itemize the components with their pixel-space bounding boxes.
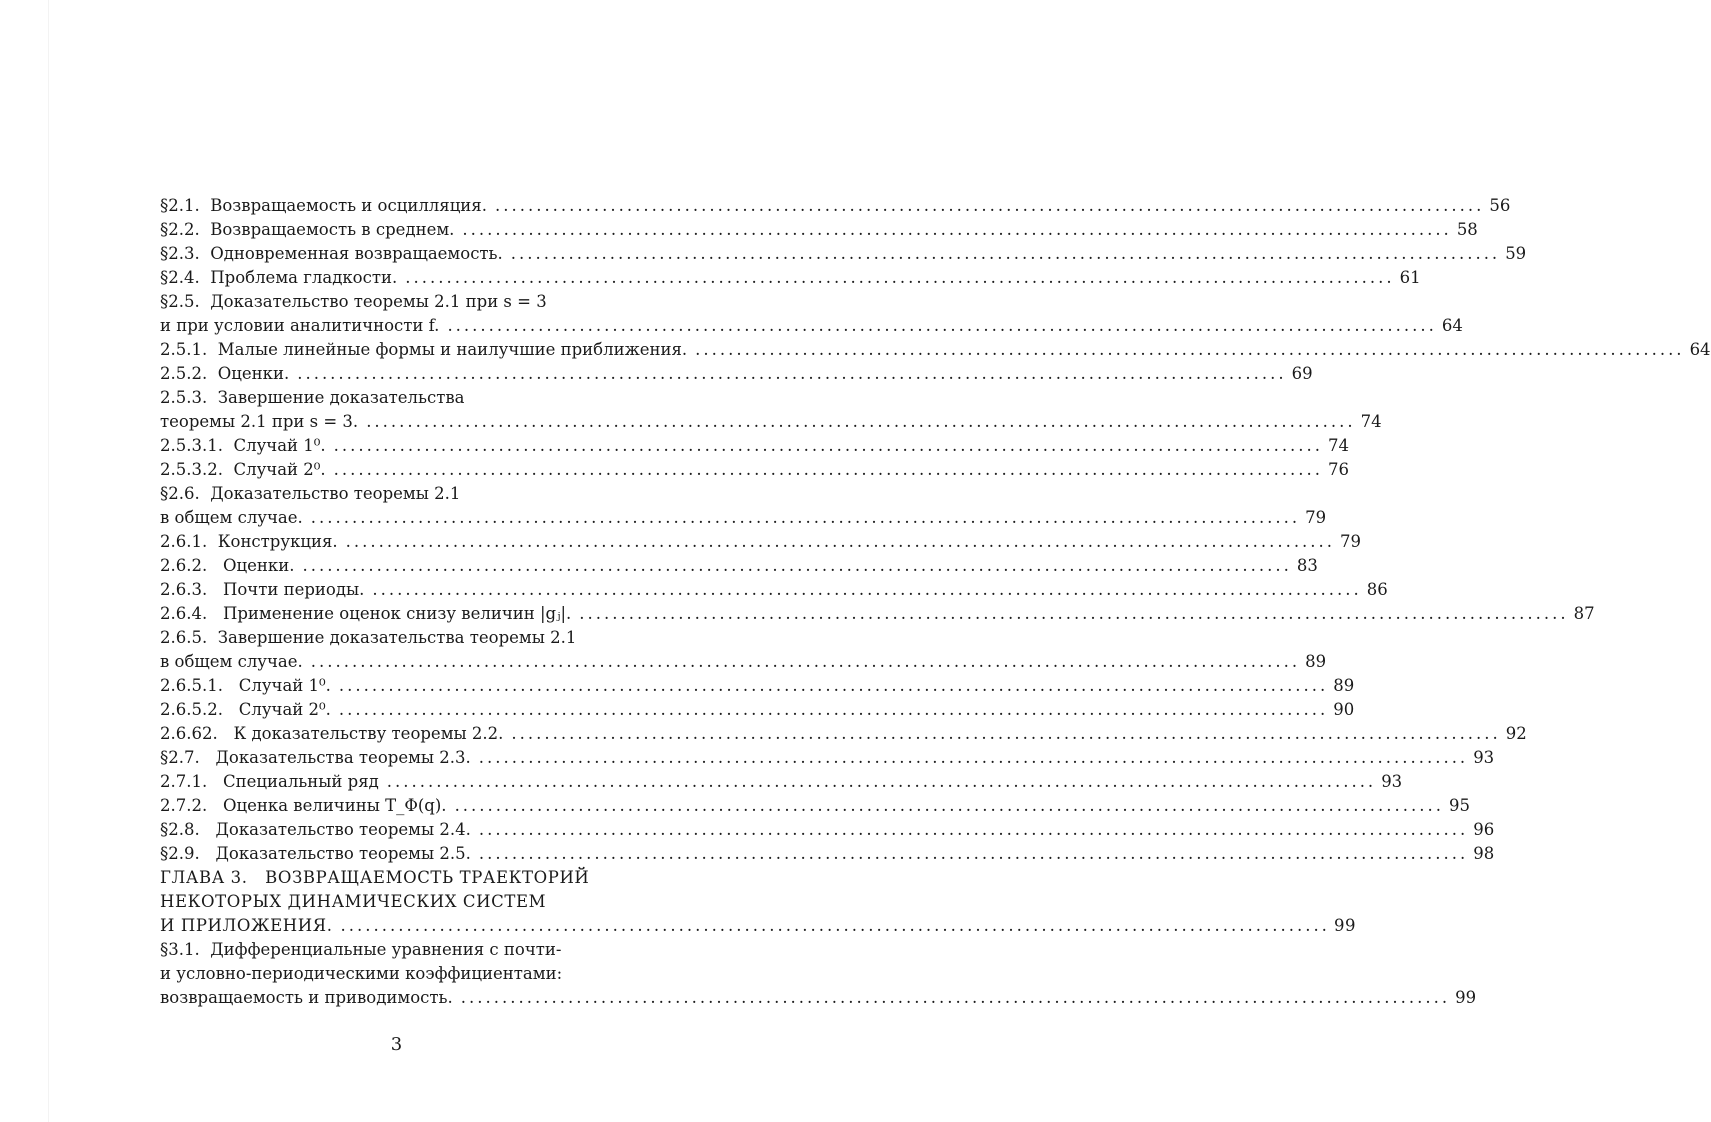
toc-entry-spacer (223, 434, 234, 458)
toc-entry (160, 530, 1362, 554)
dot-leader: ........................................................................................................................ (462, 220, 1452, 239)
toc-entry-number: 2.6.5. (160, 628, 208, 647)
toc-entry-page: 64 (1689, 340, 1711, 359)
toc-entry-title: Случай 1⁰. (238, 676, 331, 695)
toc-entry-spacer (223, 458, 234, 482)
dot-leader: ........................................................................................................................ (333, 460, 1324, 479)
toc-entry (160, 842, 1495, 866)
toc-entry-title: и условно-периодическими коэффициентами: (160, 964, 563, 983)
dot-leader: ........................................................................................................................ (310, 508, 1301, 527)
toc-entry-number: §2.3. (160, 244, 200, 263)
toc-entry-title: в общем случае. (160, 508, 303, 527)
toc-entry-title: Оценки. (217, 364, 290, 383)
toc-entry-spacer (200, 290, 211, 314)
toc-entry-title: Дифференциальные уравнения с почти- (210, 940, 562, 959)
toc-entry-page: 74 (1328, 436, 1350, 455)
table-of-contents (160, 194, 1711, 1010)
toc-entry-title: теоремы 2.1 при s = 3. (160, 412, 359, 431)
toc-entry-number: §2.6. (160, 484, 200, 503)
toc-entry (160, 362, 1313, 386)
toc-entry-spacer (200, 746, 216, 770)
toc-entry-number: §3.1. (160, 940, 200, 959)
toc-entry-spacer (223, 698, 239, 722)
toc-entry-page: 99 (1333, 916, 1357, 935)
dot-leader: ........................................................................................................................ (333, 436, 1324, 455)
toc-entry-spacer (207, 362, 218, 386)
toc-entry-number: 2.6.4. (160, 604, 208, 623)
toc-entry-title: возвращаемость и приводимость. (160, 988, 453, 1007)
toc-entry-number: 2.5.1. (160, 340, 208, 359)
toc-entry-title: Одновременная возвращаемость. (210, 244, 503, 263)
toc-entry (160, 242, 1527, 266)
toc-entry-title: Доказательство теоремы 2.1 (210, 484, 461, 503)
toc-entry-spacer (200, 266, 211, 290)
toc-entry-spacer (207, 794, 223, 818)
toc-entry-number: 2.5.2. (160, 364, 208, 383)
toc-chapter-heading (160, 890, 740, 914)
toc-entry-page: 79 (1340, 532, 1362, 551)
toc-entry (160, 410, 1382, 434)
toc-entry-number: 2.6.3. (160, 580, 208, 599)
toc-entry (160, 266, 1421, 290)
toc-entry-title: Почти периоды. (222, 580, 365, 599)
toc-entry-page: 92 (1505, 724, 1527, 743)
toc-entry-page: 93 (1381, 772, 1403, 791)
toc-entry-page: 89 (1305, 652, 1327, 671)
toc-chapter-heading (160, 866, 740, 890)
toc-entry (160, 626, 740, 650)
dot-leader: ........................................................................................................................ (478, 844, 1469, 863)
page-number: 3 (390, 1034, 403, 1055)
scan-edge (48, 0, 49, 1122)
toc-entry-title: Возвращаемость в среднем. (210, 220, 455, 239)
toc-entry-spacer (207, 770, 223, 794)
toc-entry-title: НЕКОТОРЫХ ДИНАМИЧЕСКИХ СИСТЕМ (160, 892, 547, 911)
toc-entry-number: §2.2. (160, 220, 200, 239)
toc-entry-spacer (200, 842, 216, 866)
toc-entry (160, 386, 740, 410)
dot-leader: ........................................................................................................................ (386, 772, 1377, 791)
toc-entry-title: в общем случае. (160, 652, 303, 671)
toc-entry-page: 96 (1473, 820, 1495, 839)
toc-entry-spacer (207, 554, 223, 578)
toc-entry-title: Завершение доказательства (217, 388, 465, 407)
dot-leader: ........................................................................................................................ (494, 196, 1485, 215)
toc-entry-number: 2.5.3.1. (160, 436, 223, 455)
toc-entry (160, 674, 1355, 698)
toc-entry (160, 722, 1527, 746)
toc-entry-spacer (218, 722, 234, 746)
toc-entry-page: 59 (1505, 244, 1527, 263)
toc-entry (160, 746, 1495, 770)
toc-entry (160, 314, 1463, 338)
toc-entry-spacer (223, 674, 239, 698)
toc-entry-spacer (200, 242, 211, 266)
dot-leader: ........................................................................................................................ (579, 604, 1569, 623)
toc-entry (160, 794, 1470, 818)
toc-entry-title: и при условии аналитичности f. (160, 316, 440, 335)
toc-entry-spacer (200, 218, 211, 242)
toc-entry (160, 818, 1495, 842)
toc-entry-title: Доказательство теоремы 2.4. (215, 820, 471, 839)
toc-entry-title: Применение оценок снизу величин |gⱼ|. (222, 604, 572, 623)
toc-entry (160, 650, 1327, 674)
toc-entry-spacer (207, 338, 218, 362)
toc-entry-spacer (200, 482, 211, 506)
dot-leader: ........................................................................................................................ (460, 988, 1451, 1007)
dot-leader: ........................................................................................................................ (454, 796, 1444, 815)
toc-entry-title: ВОЗВРАЩАЕМОСТЬ ТРАЕКТОРИЙ (265, 868, 590, 887)
toc-entry-page: 93 (1473, 748, 1495, 767)
toc-entry-page: 95 (1448, 796, 1470, 815)
toc-entry-title: Оценки. (222, 556, 295, 575)
dot-leader: ........................................................................................................................ (695, 340, 1685, 359)
toc-entry-title: Случай 2⁰. (233, 460, 326, 479)
toc-entry-number: §2.7. (160, 748, 200, 767)
toc-entry-page: 86 (1366, 580, 1388, 599)
toc-entry-page: 69 (1291, 364, 1313, 383)
toc-entry-title: Проблема гладкости. (210, 268, 398, 287)
toc-entry-page: 99 (1455, 988, 1477, 1007)
toc-entry-number: 2.5.3. (160, 388, 208, 407)
toc-entry-number: 2.6.1. (160, 532, 208, 551)
toc-entry (160, 506, 1327, 530)
toc-entry-page: 56 (1489, 196, 1511, 215)
dot-leader: ........................................................................................................................ (310, 652, 1301, 671)
toc-entry-page: 76 (1328, 460, 1350, 479)
toc-entry-title: И ПРИЛОЖЕНИЯ. (160, 916, 333, 935)
toc-entry-spacer (207, 578, 223, 602)
toc-entry-page: 61 (1399, 268, 1421, 287)
toc-entry (160, 938, 740, 962)
toc-entry (160, 434, 1350, 458)
toc-entry (160, 602, 1595, 626)
dot-leader: ........................................................................................................................ (478, 820, 1469, 839)
toc-entry-title: Завершение доказательства теоремы 2.1 (217, 628, 577, 647)
toc-entry (160, 770, 1403, 794)
toc-entry-title: Малые линейные формы и наилучшие приближения. (217, 340, 688, 359)
toc-entry-number: 2.5.3.2. (160, 460, 223, 479)
toc-entry-title: Доказательства теоремы 2.3. (215, 748, 471, 767)
toc-entry-page: 74 (1360, 412, 1382, 431)
toc-entry (160, 338, 1711, 362)
toc-entry-number: ГЛАВА 3. (160, 868, 248, 887)
toc-entry-title: К доказательству теоремы 2.2. (233, 724, 504, 743)
toc-entry-number: 2.6.2. (160, 556, 208, 575)
dot-leader: ........................................................................................................................ (372, 580, 1362, 599)
toc-entry-spacer (207, 386, 218, 410)
toc-entry (160, 290, 740, 314)
toc-entry-number: 2.6.5.1. (160, 676, 223, 695)
toc-entry-number: §2.8. (160, 820, 200, 839)
toc-entry-spacer (200, 818, 216, 842)
toc-entry (160, 458, 1350, 482)
dot-leader: ........................................................................................................................ (297, 364, 1287, 383)
dot-leader: ........................................................................................................................ (338, 676, 1329, 695)
toc-entry-page: 64 (1441, 316, 1463, 335)
toc-entry-number: 2.7.2. (160, 796, 208, 815)
toc-entry-title: Доказательство теоремы 2.1 при s = 3 (210, 292, 547, 311)
dot-leader: ........................................................................................................................ (478, 748, 1469, 767)
toc-entry-spacer (200, 938, 211, 962)
toc-entry-spacer (248, 866, 266, 890)
toc-entry-number: 2.6.5.2. (160, 700, 223, 719)
toc-entry-spacer (200, 194, 211, 218)
dot-leader: ........................................................................................................................ (447, 316, 1437, 335)
toc-entry-title: Специальный ряд (222, 772, 379, 791)
dot-leader: ........................................................................................................................ (510, 244, 1501, 263)
toc-entry-title: Случай 1⁰. (233, 436, 326, 455)
toc-entry (160, 962, 740, 986)
toc-entry-title: Возвращаемость и осцилляция. (210, 196, 487, 215)
dot-leader: ........................................................................................................................ (511, 724, 1501, 743)
toc-entry-page: 98 (1473, 844, 1495, 863)
toc-entry-page: 87 (1573, 604, 1595, 623)
toc-entry (160, 194, 1511, 218)
dot-leader: ........................................................................................................................ (366, 412, 1356, 431)
toc-entry (160, 218, 1478, 242)
toc-entry-number: 2.6.62. (160, 724, 218, 743)
toc-entry-page: 90 (1333, 700, 1355, 719)
toc-entry-number: 2.7.1. (160, 772, 208, 791)
dot-leader: ........................................................................................................................ (340, 916, 1330, 935)
toc-entry-number: §2.4. (160, 268, 200, 287)
dot-leader: ........................................................................................................................ (338, 700, 1329, 719)
toc-entry-page: 83 (1296, 556, 1318, 575)
toc-entry (160, 482, 740, 506)
toc-chapter-heading (160, 914, 1357, 938)
toc-entry-page: 89 (1333, 676, 1355, 695)
toc-entry (160, 578, 1388, 602)
dot-leader: ........................................................................................................................ (405, 268, 1395, 287)
toc-entry-title: Случай 2⁰. (238, 700, 331, 719)
toc-entry-title: Конструкция. (217, 532, 338, 551)
toc-entry-page: 79 (1305, 508, 1327, 527)
toc-entry-spacer (207, 602, 223, 626)
toc-entry-number: §2.5. (160, 292, 200, 311)
dot-leader: ........................................................................................................................ (345, 532, 1336, 551)
toc-entry-number: §2.9. (160, 844, 200, 863)
toc-entry-spacer (207, 626, 218, 650)
toc-entry (160, 698, 1355, 722)
toc-entry (160, 554, 1318, 578)
toc-entry-title: Оценка величины T_Φ(q). (222, 796, 447, 815)
dot-leader: ........................................................................................................................ (302, 556, 1292, 575)
toc-entry-page: 58 (1456, 220, 1478, 239)
toc-entry (160, 986, 1477, 1010)
toc-entry-number: §2.1. (160, 196, 200, 215)
toc-entry-title: Доказательство теоремы 2.5. (215, 844, 471, 863)
toc-entry-spacer (207, 530, 218, 554)
